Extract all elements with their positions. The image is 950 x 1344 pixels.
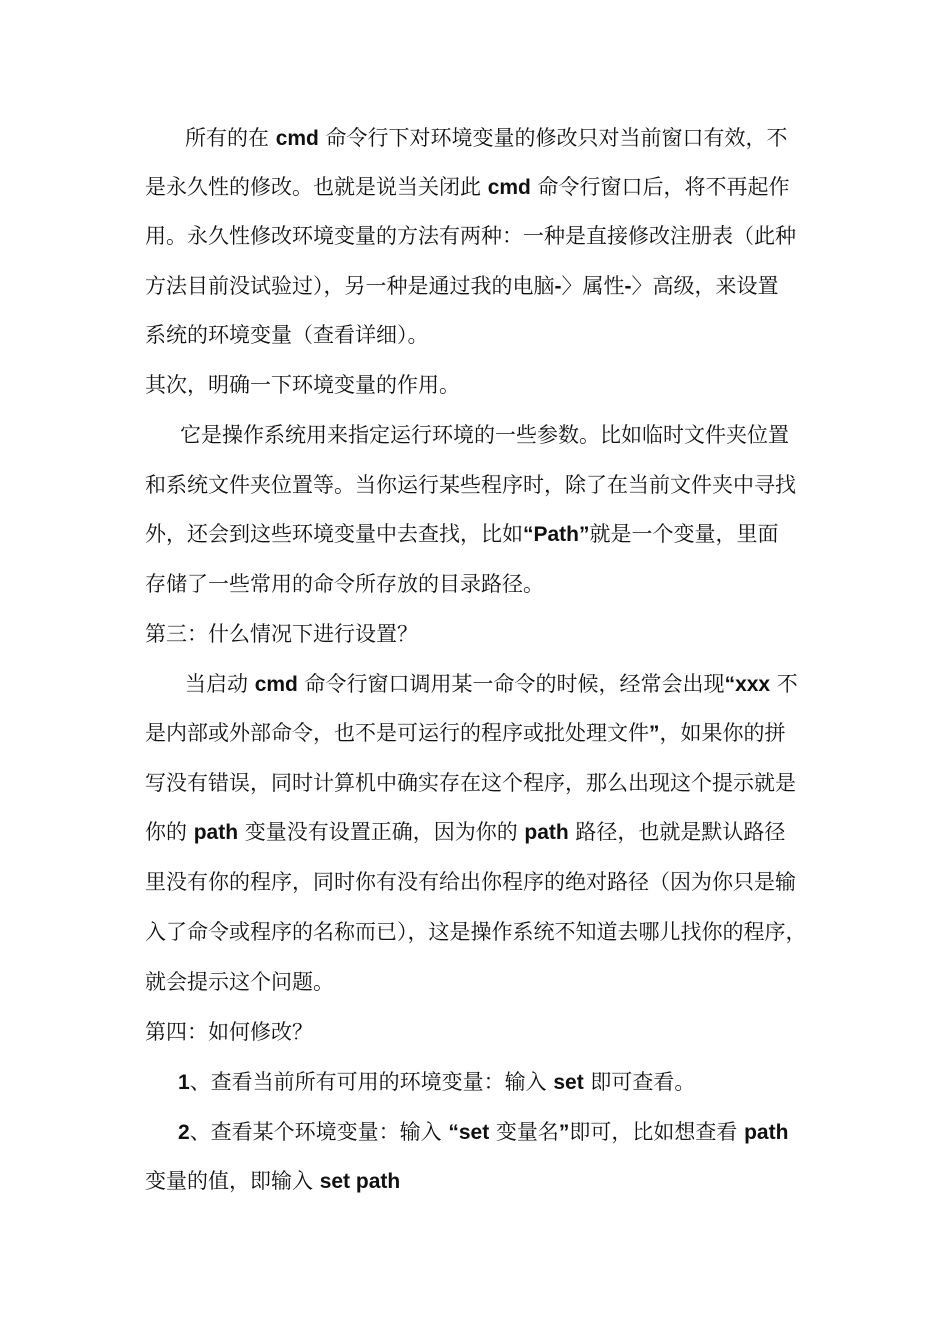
paragraph-2-line-3 (145, 514, 950, 554)
code-cmd: cmd (254, 673, 298, 696)
text-run: 你的 (145, 820, 194, 844)
text-run: 即可，比如想查看 (569, 1120, 745, 1144)
text-run: 、查看当前所有可用的环境变量：输入 (189, 1070, 554, 1094)
text-run: 用。永久性修改环境变量的方法有两种：一种是直接修改注册表（此种 (145, 224, 796, 248)
paragraph-3-line-1 (185, 664, 950, 704)
quote-mark: ” (558, 1121, 570, 1144)
text-run: 变量没有设置正确，因为你的 (238, 820, 525, 844)
text-run: 系统的环境变量（查看详细）。 (145, 323, 429, 347)
paragraph-3-line-4 (145, 812, 950, 852)
text-run: 和系统文件夹位置等。当你运行某些程序时，除了在当前文件夹中寻找 (145, 473, 796, 497)
list-item-1 (178, 1062, 950, 1102)
text-run: 〉高级，来设置 (631, 274, 779, 298)
paragraph-1-line-2 (145, 167, 950, 207)
text-run: 就是一个变量，里面 (589, 522, 779, 546)
heading-text: 其次，明确一下环境变量的作用。 (145, 373, 460, 397)
text-run: 外，还会到这些环境变量中去查找，比如 (145, 522, 523, 546)
text-run: 变量的值，即输入 (145, 1169, 320, 1193)
heading-text: 第四：如何修改？ (145, 1020, 313, 1044)
paragraph-2-line-2 (145, 465, 950, 505)
dash: - (624, 275, 632, 298)
code-cmd: cmd (487, 176, 531, 199)
paragraph-1-line-3 (145, 216, 950, 256)
text-run: 命令行窗口调用某一命令的时候，经常会出现 (297, 672, 725, 696)
text-run: 入了命令或程序的名称而已），这是操作系统不知道去哪儿找你的程序， (145, 920, 807, 944)
text-run: 当启动 (185, 672, 255, 696)
text-run: 所有的在 (185, 126, 276, 150)
text-run: 〉属性 (561, 274, 625, 298)
paragraph-3-line-6 (145, 912, 950, 952)
heading-text: 第三：什么情况下进行设置？ (145, 622, 418, 646)
text-run: 存储了一些常用的命令所存放的目录路径。 (145, 572, 544, 596)
text-run: 变量名 (489, 1120, 559, 1144)
text-run: 是内部或外部命令，也不是可运行的程序或批处理文件 (145, 721, 649, 745)
code-set-path: set path (319, 1170, 401, 1193)
section-heading-3 (145, 614, 950, 654)
text-run: 命令行下对环境变量的修改只对当前窗口有效，不 (318, 126, 788, 150)
paragraph-2-line-1 (180, 415, 950, 455)
text-run: 不 (770, 672, 798, 696)
code-set: set (553, 1071, 584, 1094)
paragraph-1-line-4 (145, 266, 950, 306)
text-run: 写没有错误，同时计算机中确实存在这个程序，那么出现这个提示就是 (145, 771, 796, 795)
section-heading-4 (145, 1012, 950, 1052)
code-path: path (744, 1121, 789, 1144)
text-run: 就会提示这个问题。 (145, 970, 334, 994)
paragraph-2-line-4 (145, 564, 950, 604)
code-cmd: cmd (275, 127, 319, 150)
quote-mark: ” (649, 722, 660, 745)
paragraph-3-line-2 (145, 713, 950, 753)
code-path: path (193, 821, 239, 844)
paragraph-3-line-7 (145, 962, 950, 1002)
paragraph-1-line-5 (145, 315, 950, 355)
text-run: 里没有你的程序，同时你有没有给出你程序的绝对路径（因为你只是输 (145, 870, 796, 894)
list-item-2-line-1 (178, 1112, 950, 1152)
paragraph-1-line-1 (185, 118, 950, 158)
section-heading-2 (145, 365, 950, 405)
item-number: 2 (178, 1121, 190, 1144)
text-run: 即可查看。 (583, 1070, 696, 1094)
text-run: ，如果你的拼 (659, 721, 786, 745)
paragraph-3-line-3 (145, 763, 950, 803)
paragraph-3-line-5 (145, 862, 950, 902)
text-run: 是永久性的修改。也就是说当关闭此 (145, 175, 488, 199)
code-path: “Path” (523, 523, 590, 546)
list-item-2-line-2 (145, 1161, 950, 1201)
code-path: path (524, 821, 569, 844)
code-xxx: “xxx (724, 673, 771, 696)
text-run: 命令行窗口后，将不再起作 (530, 175, 790, 199)
text-run: 方法目前没试验过），另一种是通过我的电脑 (145, 274, 555, 298)
item-number: 1 (178, 1071, 190, 1094)
dash: - (554, 275, 562, 298)
text-run: 它是操作系统用来指定运行环境的一些参数。比如临时文件夹位置 (180, 423, 789, 447)
text-run: 、查看某个环境变量：输入 (189, 1120, 449, 1144)
code-set: “set (448, 1121, 490, 1144)
text-run: 路径，也就是默认路径 (568, 820, 786, 844)
